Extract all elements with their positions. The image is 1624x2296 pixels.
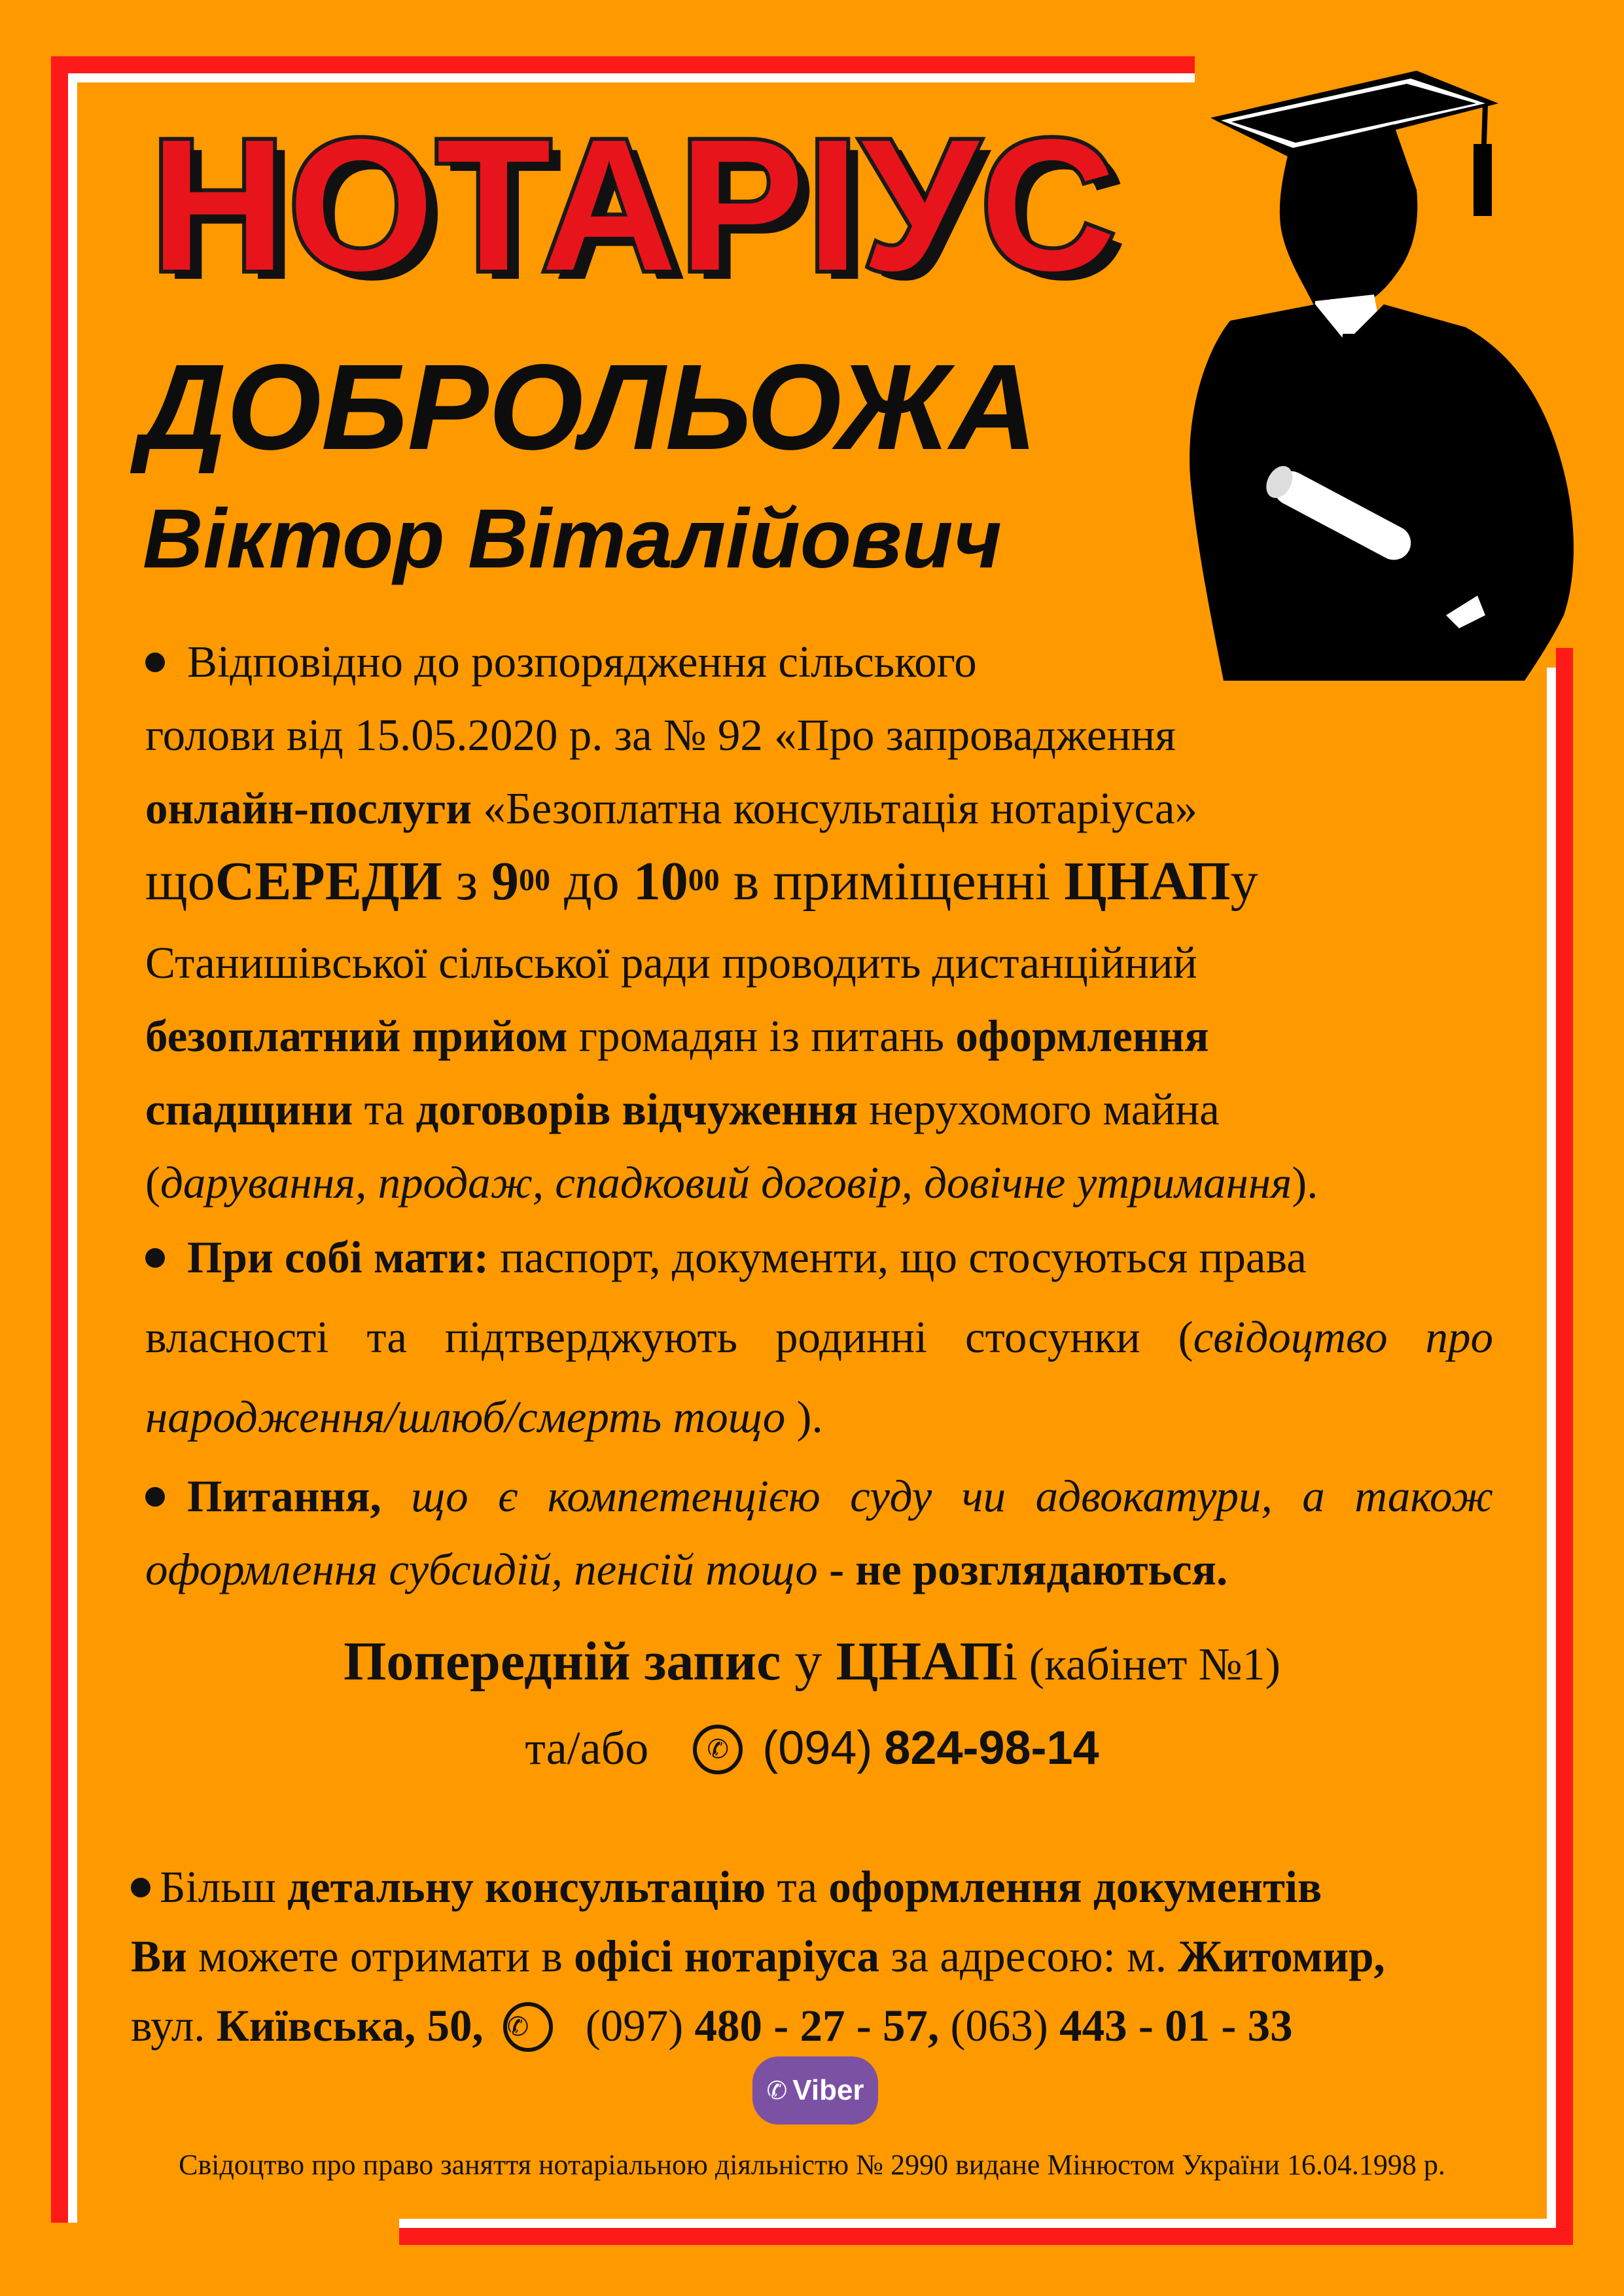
announcement-paragraph: [145, 625, 1493, 1219]
bullet-icon: [145, 1487, 165, 1507]
text: голови від 15.05.2020 р. за № 92 «Про запровадження: [145, 710, 1176, 760]
bullet-icon: [145, 653, 165, 672]
text: Більш: [160, 1862, 288, 1912]
text: ).: [1292, 1158, 1318, 1208]
text: що: [145, 851, 215, 912]
graduate-silhouette-icon: [1158, 52, 1590, 681]
text: (: [145, 1158, 160, 1208]
text: ЦНАП: [836, 1631, 1002, 1692]
text: можете отримати в: [186, 1931, 574, 1981]
text: громадян із питань: [567, 1011, 956, 1061]
text: власності та підтверджують родинні стосунки (: [145, 1312, 1193, 1362]
text: у: [781, 1631, 836, 1692]
text: паспорт, документи, що стосуються права: [488, 1232, 1307, 1282]
text: дарування, продаж, спадковий договір, довічне утримання: [160, 1158, 1292, 1208]
start-minute: 00: [519, 863, 551, 897]
phone-icon: ✆: [693, 1725, 743, 1774]
notary-surname: ДОБРОЛЬОЖА: [139, 340, 1038, 475]
text: спадщини: [145, 1085, 353, 1134]
text: в приміщенні: [719, 851, 1065, 912]
viber-icon: ✆: [766, 2077, 788, 2105]
text: Відповідно до розпорядження сільського: [187, 637, 977, 687]
exclusions-paragraph: [145, 1460, 1493, 1606]
text: оформлення документів: [828, 1862, 1322, 1912]
text: вул.: [131, 2001, 217, 2051]
address: Київська, 50,: [216, 2001, 484, 2051]
text: і: [1002, 1631, 1018, 1692]
office-paragraph: [131, 1852, 1479, 2060]
text: з: [442, 851, 492, 912]
text: Ви: [131, 1931, 187, 1981]
text: офісі нотаріуса: [574, 1931, 880, 1981]
phone-number[interactable]: 824-98-14: [884, 1722, 1099, 1774]
text: «Безоплатна консультація нотаріуса»: [472, 783, 1197, 833]
text: безоплатний прийом: [145, 1011, 568, 1061]
license-footer: Свідоцтво про право заняття нотаріальною діяльністю № 2990 видане Мінюстом України 16.04.1998 р.: [179, 2149, 1445, 2181]
text: При собі мати:: [187, 1232, 489, 1282]
text: оформлення: [955, 1011, 1209, 1061]
text: Станишівської сільської ради проводить дистанційний: [145, 938, 1197, 988]
frame-bottom-red: [399, 2228, 1573, 2245]
booking-phone-line: [0, 1721, 1624, 1781]
frame-left-white: [68, 73, 77, 2223]
text: детальну консультацію: [287, 1862, 766, 1912]
weekday: СЕРЕДИ: [215, 851, 442, 912]
text: та: [353, 1085, 416, 1134]
documents-paragraph: [145, 1217, 1493, 1457]
text: що є компетенцією суду чи адвокатури, а також оформлення субсидій, пенсій тощо: [145, 1471, 1493, 1594]
text: (кабінет №1): [1017, 1640, 1280, 1690]
text: та: [766, 1862, 829, 1912]
text: нерухомого майна: [858, 1085, 1220, 1134]
text: та/або: [525, 1722, 649, 1774]
phone-icon: ✆: [503, 2002, 553, 2052]
phone-code[interactable]: (094): [762, 1722, 873, 1774]
notary-given-name: Віктор Віталійович: [143, 492, 1002, 586]
phone-code[interactable]: (063): [939, 2001, 1060, 2051]
text: у: [1230, 851, 1258, 912]
bullet-icon: [145, 1248, 165, 1268]
page-title: НОТАРІУС: [150, 100, 1118, 310]
frame-right-red: [1556, 648, 1573, 2245]
text: Попередній запис: [344, 1631, 781, 1692]
viber-badge[interactable]: [752, 2056, 878, 2125]
text: Питання,: [187, 1471, 381, 1521]
frame-bottom-white: [399, 2219, 1556, 2228]
text: свідоцтво про народження/шлюб/смерть тощо: [145, 1312, 1493, 1442]
text: до: [564, 851, 620, 912]
frame-left-red: [51, 56, 68, 2223]
booking-line: [0, 1630, 1624, 1693]
frame-right-white: [1547, 668, 1556, 2245]
text: - не розглядаються.: [817, 1545, 1228, 1594]
text: ЦНАП: [1064, 851, 1231, 912]
end-minute: 00: [688, 863, 720, 897]
viber-label: Viber: [792, 2074, 864, 2106]
text: договорів відчуження: [415, 1085, 858, 1134]
text: за адресою: м.: [879, 1931, 1178, 1981]
phone-number[interactable]: 443 - 01 - 33: [1059, 2001, 1293, 2051]
phone-number[interactable]: 480 - 27 - 57,: [694, 2001, 940, 2051]
end-hour: 10: [633, 851, 688, 912]
start-hour: 9: [491, 851, 520, 912]
phone-code[interactable]: (097): [585, 2001, 695, 2051]
text: Житомир,: [1178, 1931, 1385, 1981]
text: ).: [785, 1392, 823, 1442]
frame-top-red: [51, 56, 1195, 73]
frame-top-white: [68, 73, 1195, 82]
bullet-icon: [131, 1878, 150, 1897]
text: онлайн-послуги: [145, 783, 472, 833]
